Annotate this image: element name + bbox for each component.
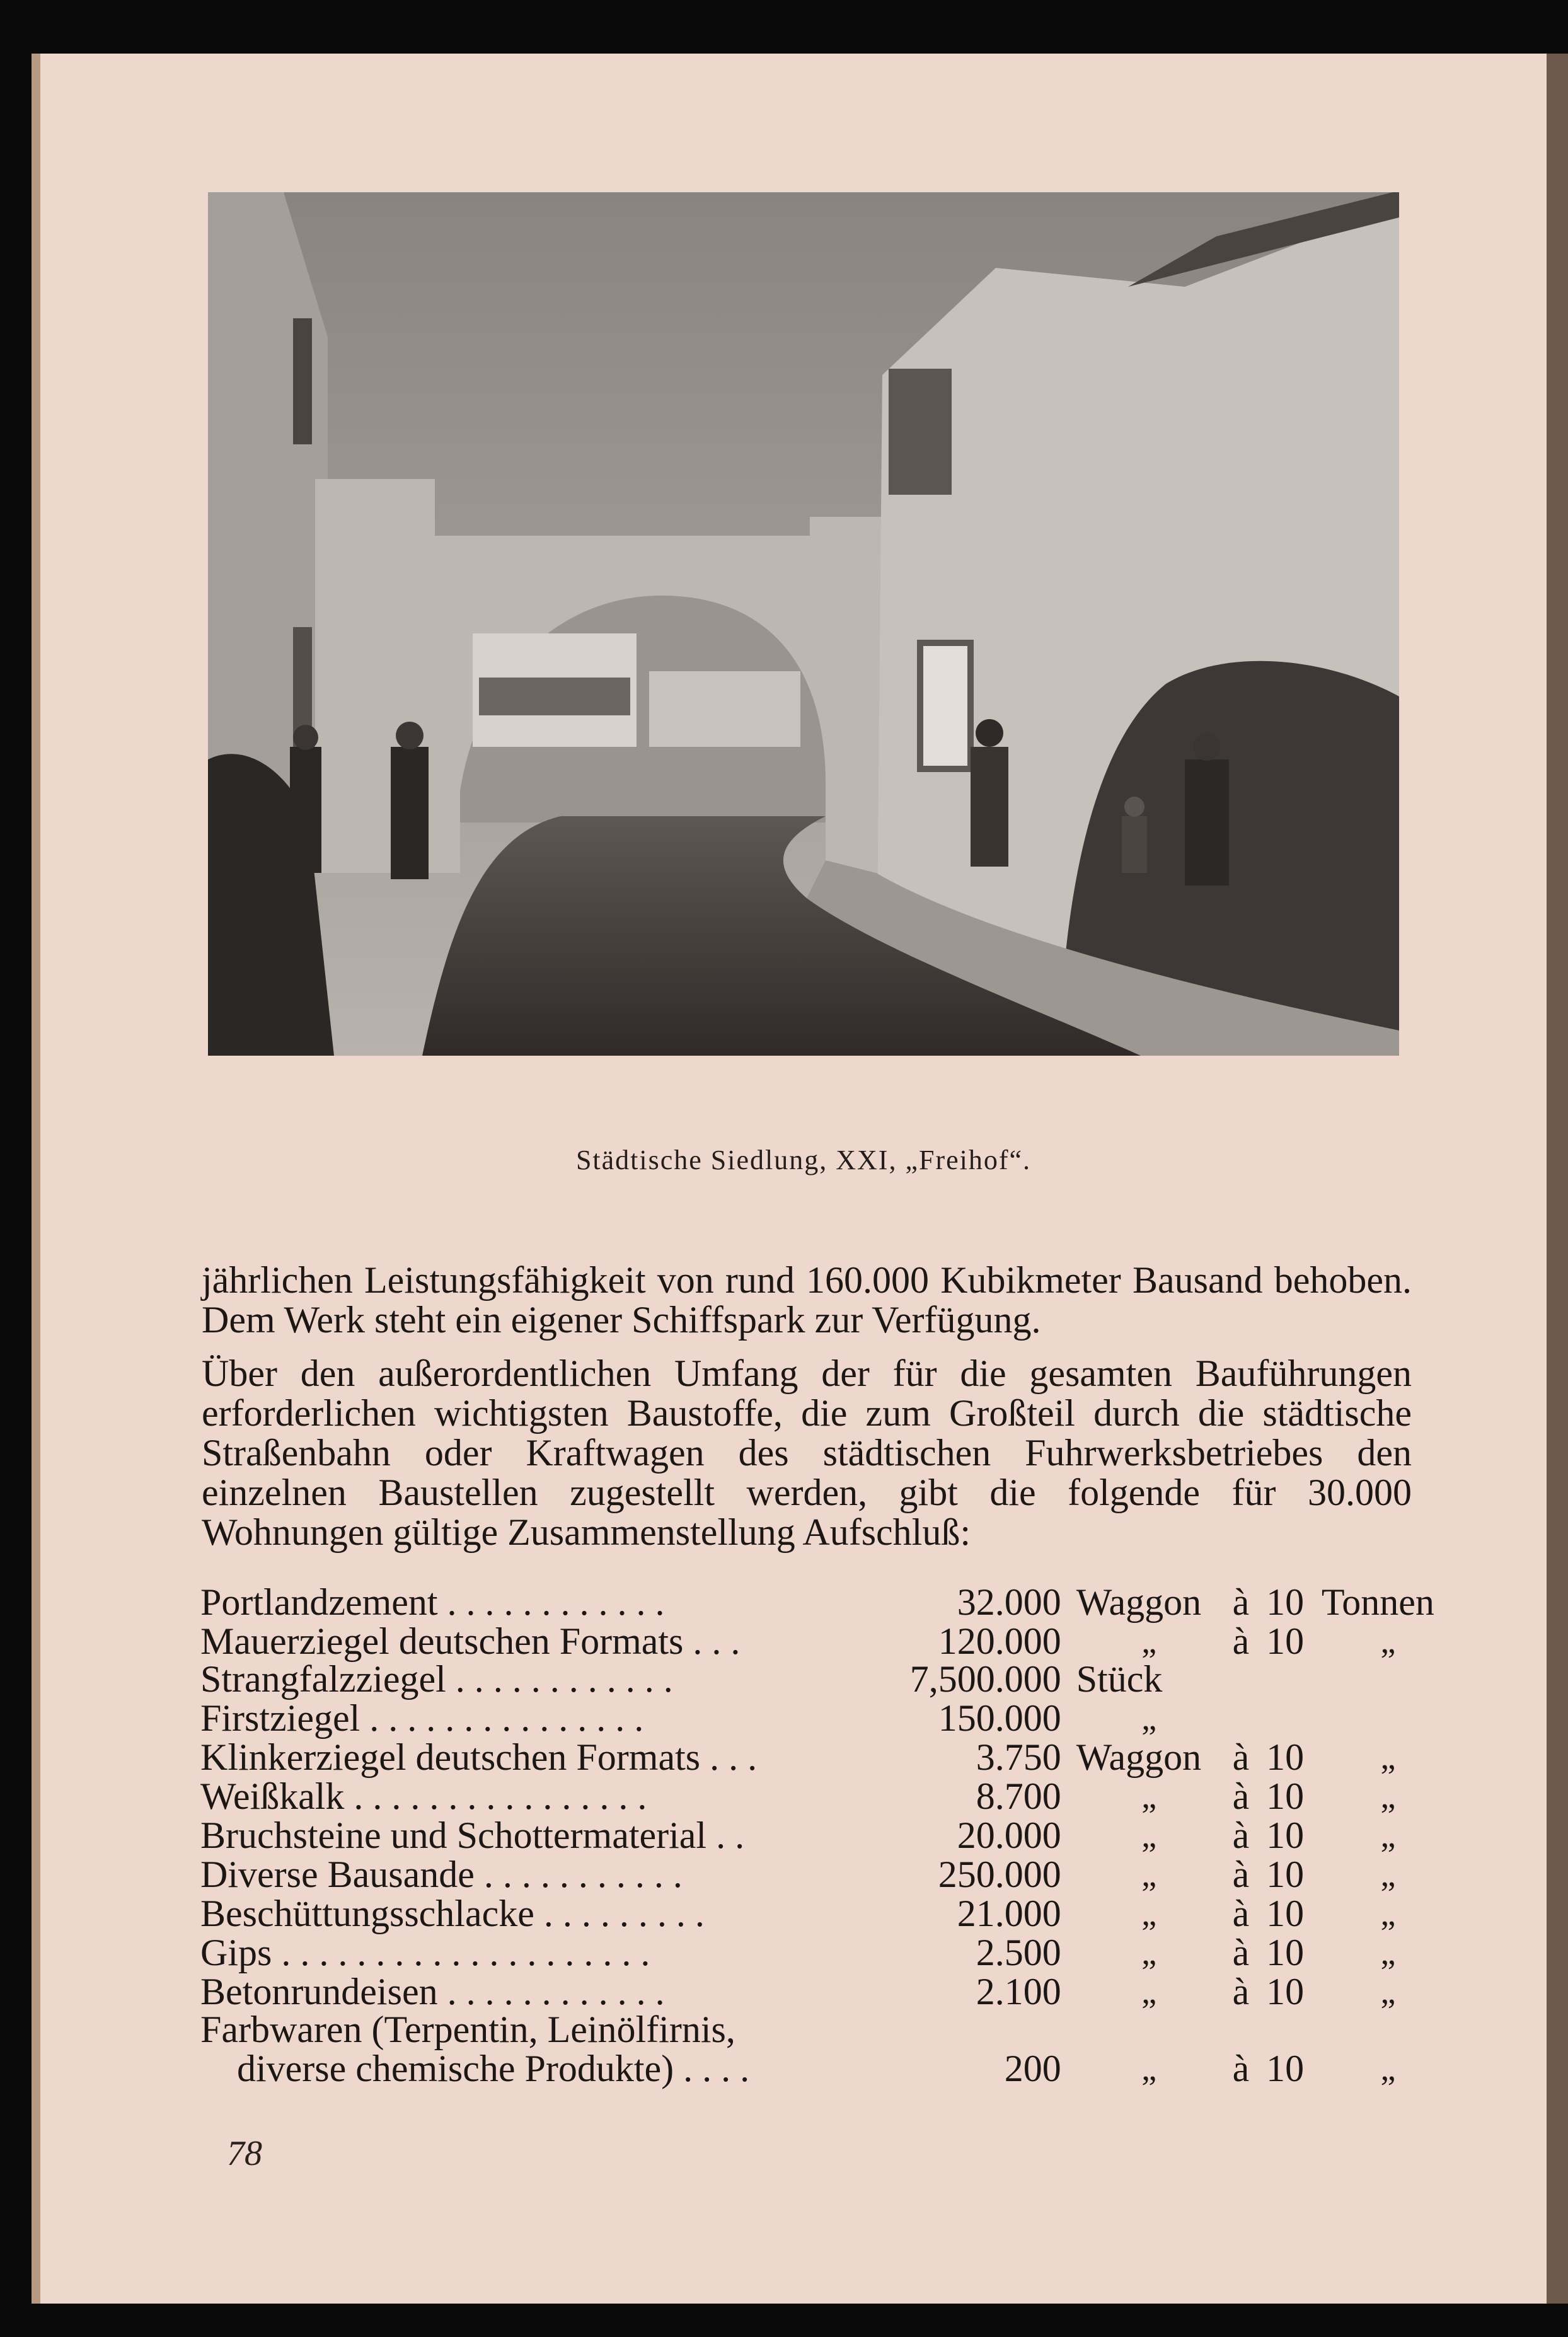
material-quantity: 21.000	[957, 1893, 1061, 1934]
page-number: 78	[227, 2134, 262, 2173]
material-name: Weißkalk . . . . . . . . . . . . . . . .	[200, 1775, 647, 1817]
material-each: à	[1232, 1581, 1250, 1623]
body-text	[202, 1261, 1412, 1566]
paragraph: Über den außerordentlichen Umfang der für die gesamten Bauführungen erforderlichen wichtigsten Baustoffe, die zum Großteil durch die städtische Straßenbahn oder Kraftwagen des städtischen Fuhrwerksbetriebes den einzelnen Baustellen zugestellt werden, gibt die folgende für 30.000 Wohnungen gültige Zusammenstellung Aufschluß:	[202, 1353, 1412, 1553]
material-unit: Stück	[1076, 1658, 1163, 1700]
material-load: 10	[1266, 1815, 1305, 1856]
material-quantity: 8.700	[976, 1775, 1061, 1817]
ditto-mark: „	[1141, 1855, 1157, 1893]
material-each: à	[1232, 1815, 1250, 1856]
table-row	[200, 1854, 1455, 1893]
ditto-mark: „	[1141, 1934, 1157, 1971]
material-name: Betonrundeisen . . . . . . . . . . . .	[200, 1971, 665, 2012]
ditto-mark: „	[1380, 1777, 1396, 1815]
material-load: 10	[1266, 1775, 1305, 1817]
table-row	[200, 2048, 1455, 2087]
material-quantity: 120.000	[938, 1620, 1061, 1662]
table-row	[200, 1893, 1455, 1932]
material-load: 10	[1266, 1854, 1305, 1895]
ditto-mark: „	[1141, 1699, 1157, 1737]
material-name: Mauerziegel deutschen Formats . . .	[200, 1620, 741, 1662]
table-row	[200, 2011, 1455, 2048]
ditto-mark: „	[1380, 1934, 1396, 1971]
material-each: à	[1232, 1971, 1250, 2012]
ditto-mark: „	[1141, 1895, 1157, 1932]
table-row	[200, 1776, 1455, 1815]
table-row	[200, 1815, 1455, 1854]
material-quantity: 2.500	[976, 1932, 1061, 1973]
material-quantity: 200	[1004, 2048, 1061, 2089]
material-load: 10	[1266, 1620, 1305, 1662]
ditto-mark: „	[1141, 2050, 1157, 2087]
next-page-edge	[1547, 54, 1568, 2304]
material-load: 10	[1266, 1581, 1305, 1623]
material-name: Diverse Bausande . . . . . . . . . . .	[200, 1854, 683, 1895]
material-name: Farbwaren (Terpentin, Leinölfirnis,	[200, 2009, 735, 2050]
ditto-mark: „	[1141, 1622, 1157, 1660]
ditto-mark: „	[1380, 1622, 1396, 1660]
material-load: 10	[1266, 1971, 1305, 2012]
material-load: 10	[1266, 1932, 1305, 1973]
material-name: Bruchsteine und Schottermaterial . .	[200, 1815, 745, 1856]
ditto-mark: „	[1380, 1855, 1396, 1893]
material-quantity: 20.000	[957, 1815, 1061, 1856]
materials-table	[200, 1583, 1455, 2087]
ditto-mark: „	[1141, 1973, 1157, 2011]
material-quantity: 2.100	[976, 1971, 1061, 2012]
material-load: 10	[1266, 1893, 1305, 1934]
ditto-mark: „	[1380, 1895, 1396, 1932]
table-row	[200, 1698, 1455, 1737]
ditto-mark: „	[1380, 1738, 1396, 1776]
material-each: à	[1232, 1932, 1250, 1973]
ditto-mark: „	[1141, 1777, 1157, 1815]
material-each: à	[1232, 1893, 1250, 1934]
material-each: à	[1232, 1854, 1250, 1895]
table-row	[200, 1971, 1455, 2011]
material-quantity: 150.000	[938, 1697, 1061, 1739]
photograph-freihof-settlement	[208, 192, 1399, 1056]
material-each: à	[1232, 1736, 1250, 1778]
table-row	[200, 1932, 1455, 1971]
ditto-mark: „	[1141, 1816, 1157, 1854]
material-load-unit: Tonnen	[1321, 1581, 1434, 1623]
material-unit: Waggon	[1076, 1736, 1202, 1778]
material-name: diverse chemische Produkte) . . . .	[237, 2048, 750, 2089]
material-name: Beschüttungsschlacke . . . . . . . . .	[200, 1893, 705, 1934]
ditto-mark: „	[1380, 1816, 1396, 1854]
material-each: à	[1232, 2048, 1250, 2089]
table-row	[200, 1621, 1455, 1660]
material-quantity: 7,500.000	[909, 1658, 1061, 1700]
material-name: Portlandzement . . . . . . . . . . . .	[200, 1581, 665, 1623]
table-row	[200, 1660, 1455, 1698]
material-quantity: 250.000	[938, 1854, 1061, 1895]
material-name: Strangfalzziegel . . . . . . . . . . . .	[200, 1658, 673, 1700]
material-each: à	[1232, 1775, 1250, 1817]
table-row	[200, 1583, 1455, 1621]
ditto-mark: „	[1380, 2050, 1396, 2087]
material-quantity: 32.000	[957, 1581, 1061, 1623]
ditto-mark: „	[1380, 1973, 1396, 2011]
material-load: 10	[1266, 2048, 1305, 2089]
material-unit: Waggon	[1076, 1581, 1202, 1623]
material-each: à	[1232, 1620, 1250, 1662]
material-name: Firstziegel . . . . . . . . . . . . . . .	[200, 1697, 644, 1739]
photo-caption: Städtische Siedlung, XXI, „Freihof“.	[575, 1145, 1032, 1175]
table-row	[200, 1737, 1455, 1776]
material-name: Gips . . . . . . . . . . . . . . . . . . . .	[200, 1932, 650, 1973]
paragraph: jährlichen Leistungsfähigkeit von rund 160.000 Kubikmeter Bausand behoben. Dem Werk steht ein eigener Schiffspark zur Verfügung.	[202, 1259, 1412, 1341]
material-quantity: 3.750	[976, 1736, 1061, 1778]
material-load: 10	[1266, 1736, 1305, 1778]
material-name: Klinkerziegel deutschen Formats . . .	[200, 1736, 758, 1778]
